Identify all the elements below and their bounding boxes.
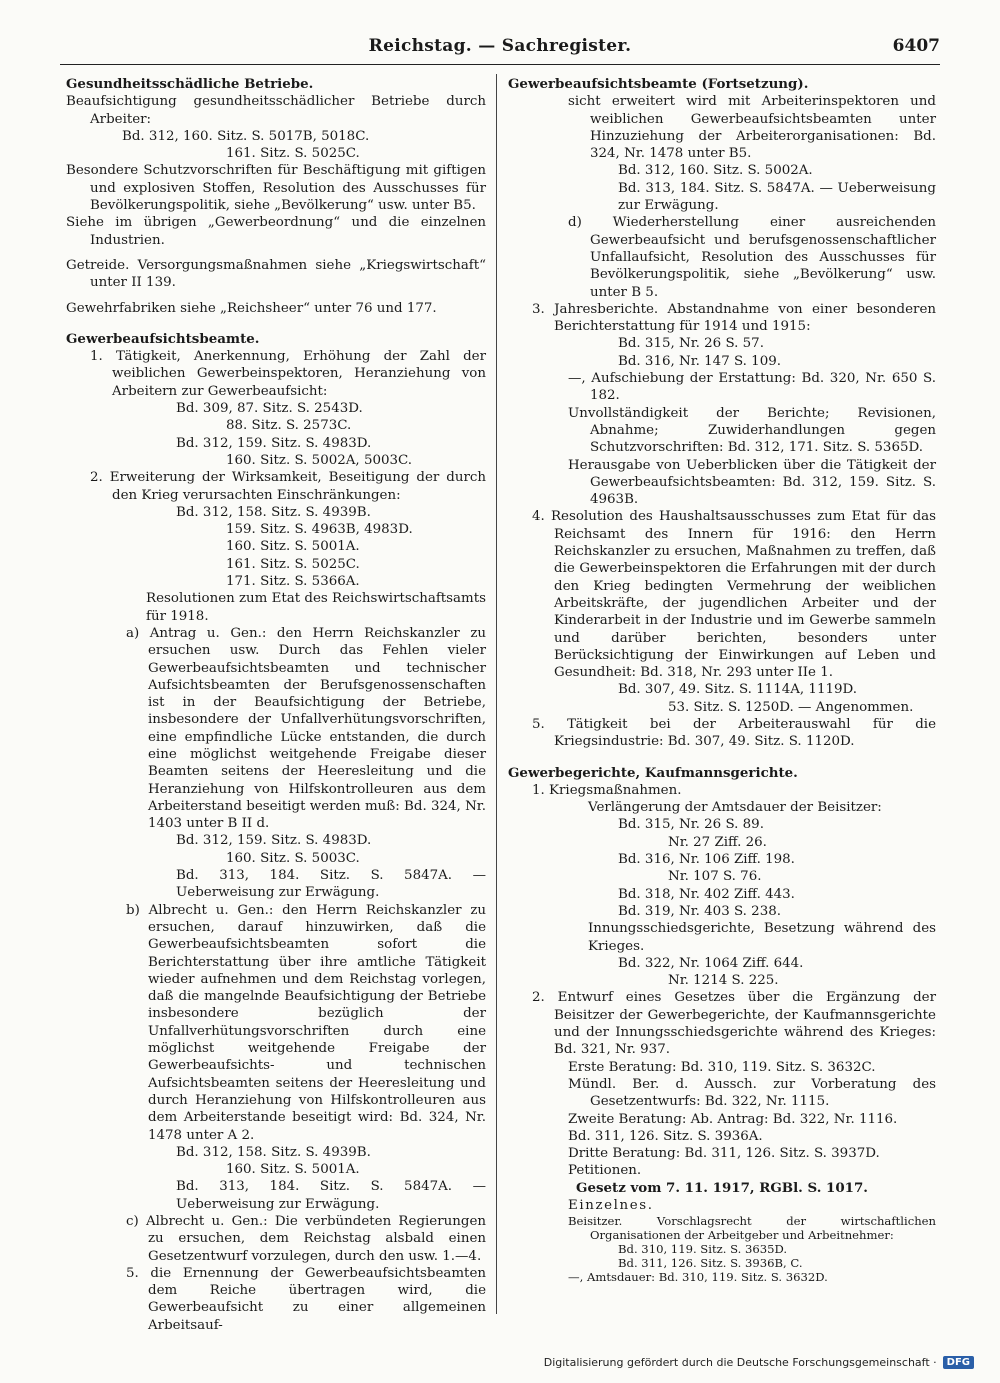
index-entry: 3. Jahresberichte. Abstandnahme von einer besonderen Berichterstattung für 1914 und 1915: (532, 301, 936, 335)
index-entry: Nr. 107 S. 76. (668, 869, 762, 885)
index-entry: 161. Sitz. S. 5025C. (226, 556, 360, 572)
index-entry: Bd. 311, 126. Sitz. S. 3936B, C. (618, 1256, 803, 1271)
index-entry: Siehe im übrigen „Gewerbeordnung“ und die einzelnen Industrien. (66, 215, 486, 248)
index-entry: Verlängerung der Amtsdauer der Beisitzer: (588, 800, 882, 816)
right-column (508, 76, 936, 1284)
index-entry: Beisitzer. Vorschlagsrecht der wirtschaftlichen Organisationen der Arbeitgeber und Arbeitnehmer: (568, 1214, 936, 1243)
left-column (66, 76, 486, 1334)
index-entry: Herausgabe von Ueberblicken über die Tätigkeit der Gewerbeaufsichtsbeamten: Bd. 312, 159. Sitz. S. 4963B. (568, 457, 936, 508)
index-entry: Bd. 313, 184. Sitz. S. 5847A. — Ueberweisung zur Erwägung. (618, 180, 936, 214)
index-entry: Bd. 322, Nr. 1064 Ziff. 644. (618, 955, 804, 971)
index-entry: Einzelnes. (568, 1198, 654, 1213)
index-heading: Gewerbeaufsichtsbeamte. (66, 330, 260, 347)
column-divider (496, 74, 497, 1314)
index-entry: Bd. 319, Nr. 403 S. 238. (618, 903, 781, 919)
index-entry: Unvollständigkeit der Berichte; Revisionen, Abnahme; Zuwiderhandlungen gegen Schutzvorschriften: Bd. 312, 171. Sitz. S. 5365D. (568, 405, 936, 456)
index-entry: b) Albrecht u. Gen.: den Herrn Reichskanzler zu ersuchen, darauf hinzuwirken, daß die Gewerbeaufsichtsbeamten sofort die Berichterstattung über ihre amtliche Tätigkeit wieder aufnehmen und dem Reichstag vorlegen, daß die mangelnde Beaufsichtigung der Betriebe insbesondere bezüglich der Unfallverhütungsvorschriften durch eine möglichst weitgehende Freigabe der Gewerbeaufsichts- und technischen Aufsichtsbeamten seitens der Heeresleitung und durch Heranziehung von Hilfskontrolleuren aus dem Arbeiterstande beseitigt wird: Bd. 324, Nr. 1478 unter A 2. (126, 902, 486, 1143)
footer (544, 1356, 974, 1369)
dfg-logo: DFG (943, 1356, 974, 1369)
index-entry: —, Aufschiebung der Erstattung: Bd. 320, Nr. 650 S. 182. (568, 371, 936, 404)
index-entry: Bd. 309, 87. Sitz. S. 2543D. (176, 401, 363, 417)
index-entry: 53. Sitz. S. 1250D. — Angenommen. (668, 699, 914, 715)
index-entry: Bd. 313, 184. Sitz. S. 5847A. — Ueberweisung zur Erwägung. (176, 1179, 486, 1212)
index-heading: Gesundheitsschädliche Betriebe. (66, 76, 314, 92)
index-entry: Bd. 315, Nr. 26 S. 89. (618, 817, 764, 833)
index-entry: Beaufsichtigung gesundheitsschädlicher Betriebe durch Arbeiter: (66, 94, 486, 127)
index-entry: 159. Sitz. S. 4963B, 4983D. (226, 522, 413, 538)
page-header (60, 30, 940, 65)
index-entry: Dritte Beratung: Bd. 311, 126. Sitz. S. 3937D. (568, 1146, 880, 1162)
index-entry: Nr. 1214 S. 225. (668, 973, 779, 989)
index-entry: 160. Sitz. S. 5003C. (226, 850, 360, 866)
spacer (66, 249, 486, 257)
index-entry: 1. Kriegsmaßnahmen. (532, 782, 682, 798)
index-entry: 2. Erweiterung der Wirksamkeit, Beseitigung der durch den Krieg verursachten Einschränkungen: (90, 470, 486, 503)
index-entry: 2. Entwurf eines Gesetzes über die Ergänzung der Beisitzer der Gewerbegerichte, der Kaufmannsgerichte und der Innungsschiedsgerichte während des Krieges: Bd. 321, Nr. 937. (532, 990, 936, 1058)
index-entry: sicht erweitert wird mit Arbeiterinspektoren und weiblichen Gewerbeaufsichtsbeamten unter Hinzuziehung der Arbeiterorganisationen: Bd. 324, Nr. 1478 unter B5. (568, 94, 936, 162)
index-entry: Nr. 27 Ziff. 26. (668, 834, 767, 850)
index-entry: 160. Sitz. S. 5001A. (226, 539, 360, 555)
index-entry: 5. die Ernennung der Gewerbeaufsichtsbeamten dem Reiche übertragen wird, die Gewerbeaufsicht zu einer allgemeinen Arbeitsauf- (126, 1265, 486, 1333)
index-entry: Bd. 312, 160. Sitz. S. 5017B, 5018C. (122, 128, 370, 144)
index-entry: 1. Tätigkeit, Anerkennung, Erhöhung der Zahl der weiblichen Gewerbeinspektoren, Heranziehung von Arbeitern zur Gewerbeaufsicht: (90, 349, 486, 399)
index-entry: Erste Beratung: Bd. 310, 119. Sitz. S. 3632C. (568, 1059, 876, 1075)
index-heading: Gewerbeaufsichtsbeamte (Fortsetzung). (508, 76, 809, 92)
index-entry: Bd. 310, 119. Sitz. S. 3635D. (618, 1242, 788, 1257)
index-entry: Petitionen. (568, 1163, 642, 1179)
index-entry: Mündl. Ber. d. Aussch. zur Vorberatung des Gesetzentwurfs: Bd. 322, Nr. 1115. (568, 1076, 936, 1110)
index-entry: Bd. 316, Nr. 106 Ziff. 198. (618, 852, 795, 868)
index-entry: —, Amtsdauer: Bd. 310, 119. Sitz. S. 3632D. (568, 1270, 828, 1285)
index-entry: Resolutionen zum Etat des Reichswirtschaftsamts für 1918. (146, 591, 486, 624)
index-entry: 88. Sitz. S. 2573C. (226, 418, 352, 434)
index-entry: Innungsschiedsgerichte, Besetzung während des Krieges. (588, 921, 936, 954)
index-entry: Bd. 316, Nr. 147 S. 109. (618, 353, 781, 369)
index-entry: 160. Sitz. S. 5001A. (226, 1162, 360, 1178)
index-entry: Getreide. Versorgungsmaßnahmen siehe „Kriegswirtschaft“ unter II 139. (66, 257, 486, 291)
running-title: Reichstag. — Sachregister. (368, 36, 632, 56)
index-entry: Bd. 312, 160. Sitz. S. 5002A. (618, 163, 813, 179)
index-entry: Bd. 311, 126. Sitz. S. 3936A. (568, 1128, 763, 1144)
index-entry: 171. Sitz. S. 5366A. (226, 574, 360, 590)
index-entry: Gewehrfabriken siehe „Reichsheer“ unter 76 und 177. (66, 300, 437, 316)
index-entry: Bd. 312, 159. Sitz. S. 4983D. (176, 833, 372, 849)
index-entry: Bd. 315, Nr. 26 S. 57. (618, 336, 764, 352)
spacer (66, 292, 486, 300)
index-entry: 4. Resolution des Haushaltsausschusses zum Etat für das Reichsamt des Innern für 1916: den Herrn Reichskanzler zu ersuchen, Maßnahmen zu treffen, daß die Gewerbeinspektoren die Erfahrungen mit der durch den Krieg bedingten Vermehrung der weiblichen Arbeitskräfte, der jugendlichen Arbeiter und der Kinderarbeit in der Industrie und im Gewerbe sammeln und darüber berichten, besonders unter Berücksichtigung der Einwirkungen auf Leben und Gesundheit: Bd. 318, Nr. 293 unter IIe 1. (532, 509, 936, 681)
index-entry: Gesetz vom 7. 11. 1917, RGBl. S. 1017. (576, 1179, 868, 1196)
index-heading: Gewerbegerichte, Kaufmannsgerichte. (508, 764, 798, 781)
index-entry: Besondere Schutzvorschriften für Beschäftigung mit giftigen und explosiven Stoffen, Resolution des Ausschusses für Bevölkerungspolitik, siehe „Bevölkerung“ usw. unter B5. (66, 163, 486, 214)
index-entry: Bd. 312, 158. Sitz. S. 4939B. (176, 504, 371, 520)
index-entry: Zweite Beratung: Ab. Antrag: Bd. 322, Nr. 1116. (568, 1111, 898, 1127)
index-entry: a) Antrag u. Gen.: den Herrn Reichskanzler zu ersuchen usw. Durch das Fehlen vieler Gewerbeaufsichtsbeamten und technischer Aufsichtsbeamten der Berufsgenossenschaften ist in der Beaufsichtigung der Betriebe, insbesondere der Unfallverhütungsvorschriften, eine empfindliche Lücke entstanden, die durch eine möglichst weitgehende Freigabe dieser Beamten seitens der Heeresleitung und die Heranziehung von Hilfskontrolleuren aus dem Arbeiterstand beseitigt werden muß: Bd. 324, Nr. 1403 unter B II d. (126, 625, 486, 832)
index-entry: Bd. 312, 158. Sitz. S. 4939B. (176, 1144, 371, 1160)
index-entry: 5. Tätigkeit bei der Arbeiterauswahl für die Kriegsindustrie: Bd. 307, 49. Sitz. S. 1120D. (532, 716, 936, 750)
page-number: 6407 (892, 36, 940, 56)
index-entry: 161. Sitz. S. 5025C. (226, 146, 360, 162)
index-entry: d) Wiederherstellung einer ausreichenden Gewerbeaufsicht und berufsgenossenschaftlicher Unfallaufsicht, Resolution des Ausschusses für Bevölkerungspolitik, siehe „Bevölkerung“ usw. unter B 5. (568, 215, 936, 300)
index-entry: Bd. 318, Nr. 402 Ziff. 443. (618, 886, 795, 902)
spacer (508, 751, 936, 759)
footer-credit: Digitalisierung gefördert durch die Deutsche Forschungsgemeinschaft · (543, 1356, 937, 1369)
spacer (66, 317, 486, 325)
index-entry: 160. Sitz. S. 5002A, 5003C. (226, 452, 413, 468)
index-entry: c) Albrecht u. Gen.: Die verbündeten Regierungen zu ersuchen, dem Reichstag alsbald einen Gesetzentwurf vorzulegen, durch den usw. 1.—4. (126, 1214, 486, 1264)
index-entry: Bd. 313, 184. Sitz. S. 5847A. — Ueberweisung zur Erwägung. (176, 868, 486, 901)
index-entry: Bd. 307, 49. Sitz. S. 1114A, 1119D. (618, 682, 858, 698)
index-entry: Bd. 312, 159. Sitz. S. 4983D. (176, 435, 372, 451)
